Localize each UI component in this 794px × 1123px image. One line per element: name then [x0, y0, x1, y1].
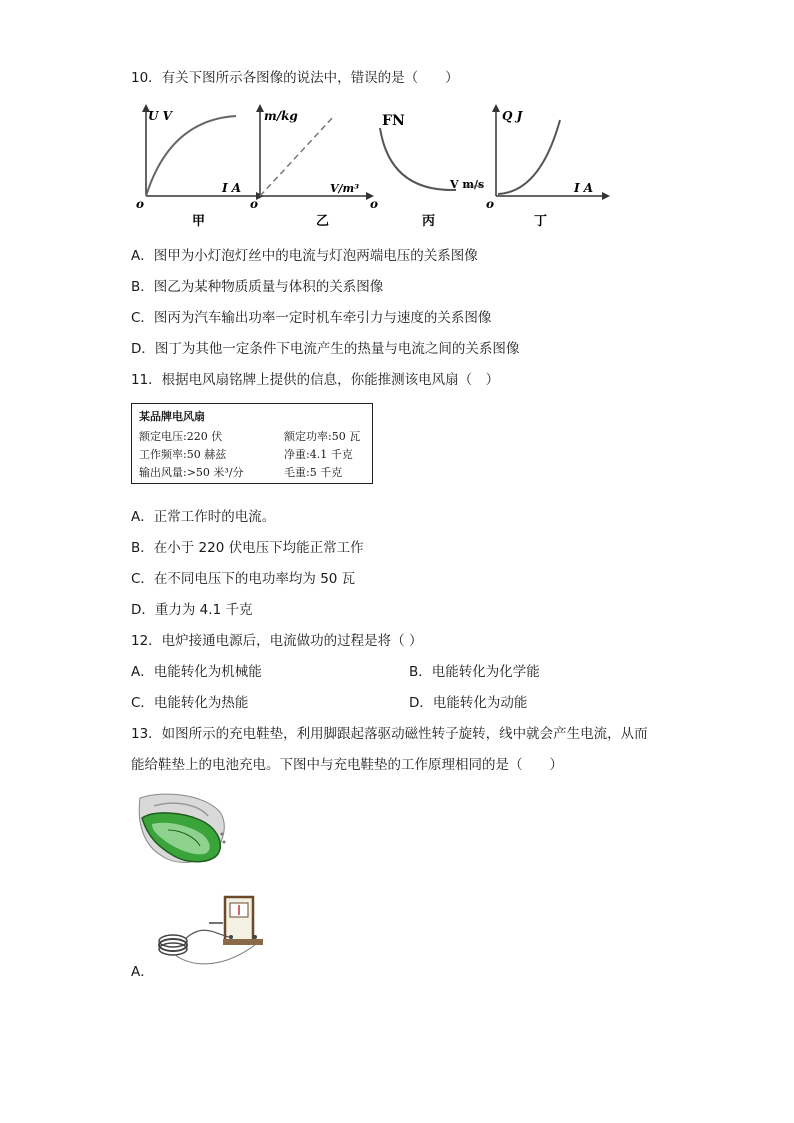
graph-bing-x-label: V m/s	[450, 178, 485, 191]
graph-jia-x-label: I A	[222, 181, 242, 195]
q10-option-a[interactable]: A．图甲为小灯泡灯丝中的电流与灯泡两端电压的关系图像	[131, 248, 478, 264]
nameplate-voltage: 额定电压:220 伏	[139, 430, 223, 443]
graph-jia-origin: o	[136, 197, 145, 211]
q12-option-b[interactable]: B．电能转化为化学能	[409, 664, 540, 680]
graph-yi-x-label: V/m³	[330, 182, 360, 195]
q11-stem: 11．根据电风扇铭牌上提供的信息，你能推测该电风扇（ ）	[131, 372, 500, 388]
graph-jia-caption: 甲	[192, 214, 206, 229]
nameplate-title: 某品牌电风扇	[139, 410, 205, 423]
q11-option-b[interactable]: B．在小于 220 伏电压下均能正常工作	[131, 540, 364, 556]
graph-ding-x-arrow	[602, 192, 610, 200]
graph-yi-y-arrow	[256, 104, 264, 112]
nameplate-gross-weight: 毛重:5 千克	[284, 466, 343, 479]
q10-option-c[interactable]: C．图丙为汽车输出功率一定时机车牵引力与速度的关系图像	[131, 310, 492, 326]
graph-yi	[250, 104, 374, 229]
q12-option-d[interactable]: D．电能转化为动能	[409, 695, 528, 711]
graph-ding-curve	[498, 120, 560, 194]
graph-yi-y-label: m/kg	[264, 109, 298, 123]
q11-option-c[interactable]: C．在不同电压下的电功率均为 50 瓦	[131, 571, 356, 587]
q12-stem: 12．电炉接通电源后，电流做功的过程是将（ ）	[131, 633, 423, 649]
graph-jia-y-label: U V	[148, 109, 172, 123]
graph-bing-y-label: FN	[382, 113, 405, 129]
charging-insole-image	[134, 790, 230, 870]
graph-bing-curve	[380, 128, 456, 190]
graph-ding-caption: 丁	[534, 214, 548, 229]
graph-ding-y-arrow	[492, 104, 500, 112]
graph-jia	[136, 104, 264, 229]
nameplate-power: 额定功率:50 瓦	[284, 430, 361, 443]
graph-yi-line	[260, 116, 334, 196]
nameplate-airflow: 输出风量:>50 米³/分	[139, 466, 244, 479]
q12-option-a[interactable]: A．电能转化为机械能	[131, 664, 262, 680]
graph-ding-y-label: Q J	[502, 109, 523, 123]
graph-bing-origin: o	[370, 197, 379, 211]
graph-ding-origin: o	[486, 197, 495, 211]
graph-yi-caption: 乙	[316, 214, 330, 229]
q10-option-d[interactable]: D．图丁为其他一定条件下电流产生的热量与电流之间的关系图像	[131, 341, 520, 357]
graph-ding-x-label: I A	[574, 181, 594, 195]
generator-experiment-image	[155, 893, 265, 973]
q13-stem-line1: 13．如图所示的充电鞋垫，利用脚跟起落驱动磁性转子旋转，线中就会产生电流，从而	[131, 726, 648, 742]
q13-stem-line2: 能给鞋垫上的电池充电。下图中与充电鞋垫的工作原理相同的是（ ）	[131, 757, 563, 773]
graph-bing	[370, 113, 484, 229]
q12-option-c[interactable]: C．电能转化为热能	[131, 695, 249, 711]
q11-option-d[interactable]: D．重力为 4.1 千克	[131, 602, 253, 618]
q10-graphs	[130, 100, 610, 230]
q11-option-a[interactable]: A．正常工作时的电流。	[131, 509, 276, 525]
q10-stem: 10．有关下图所示各图像的说法中，错误的是（ ）	[131, 70, 459, 86]
q13-option-a[interactable]: A．	[131, 964, 154, 980]
nameplate-net-weight: 净重:4.1 千克	[284, 448, 353, 461]
graph-bing-caption: 丙	[422, 214, 436, 229]
nameplate-table	[131, 403, 373, 484]
nameplate-frequency: 工作频率:50 赫兹	[139, 448, 227, 461]
graph-yi-origin: o	[250, 197, 259, 211]
graph-ding	[486, 104, 610, 229]
q10-option-b[interactable]: B．图乙为某种物质质量与体积的关系图像	[131, 279, 384, 295]
